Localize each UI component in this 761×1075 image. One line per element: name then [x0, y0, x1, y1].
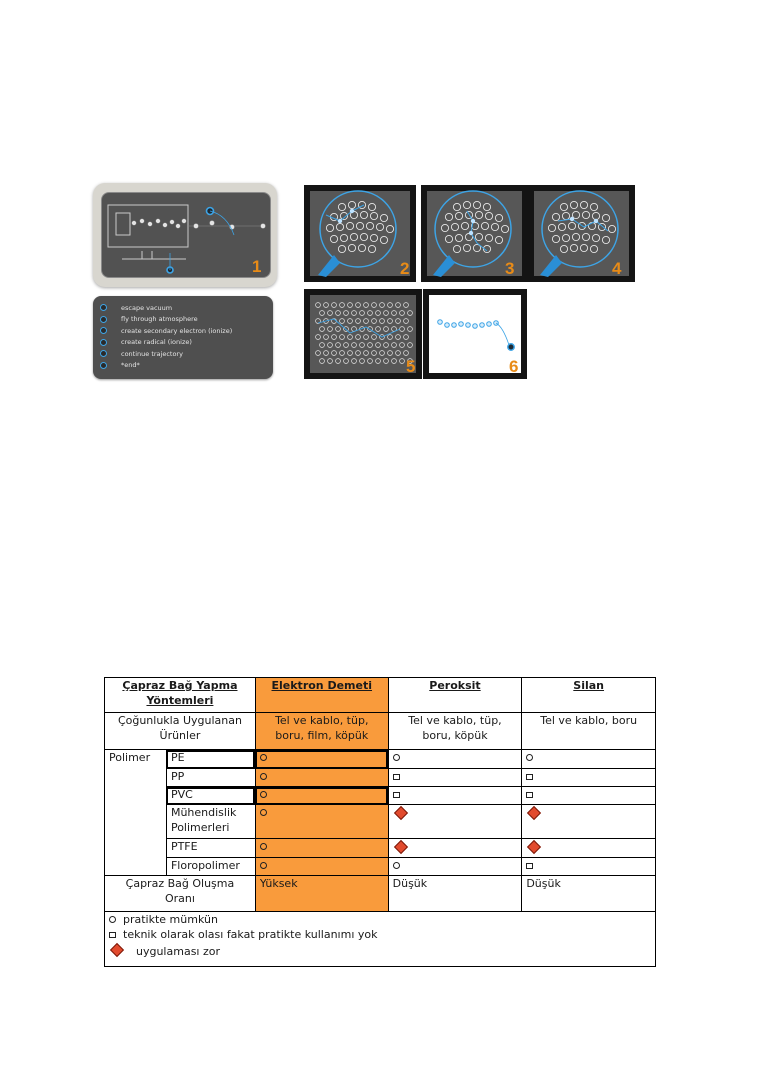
lattice-atom	[332, 335, 337, 340]
electron-emitter-diagram	[102, 193, 270, 277]
lattice-atom	[388, 319, 393, 324]
lattice-atom	[352, 311, 357, 316]
square-icon	[393, 774, 400, 780]
electron-dot-icon	[100, 316, 107, 323]
circle-icon	[260, 809, 267, 816]
lattice-atom	[388, 303, 393, 308]
lattice-atom	[392, 311, 397, 316]
lattice-atom	[404, 335, 409, 340]
diamond-icon	[394, 840, 408, 854]
device-panel	[93, 183, 277, 287]
polymer-name: PE	[166, 750, 255, 769]
electron-dot-icon	[100, 339, 107, 346]
lattice-atom	[320, 343, 325, 348]
lattice-atom	[384, 311, 389, 316]
lattice-atom	[356, 319, 361, 324]
polymer-peroxide	[388, 769, 522, 787]
circle-icon	[260, 862, 267, 869]
sim-frame-3	[421, 185, 528, 282]
lattice-atom	[344, 359, 349, 364]
lattice-atom	[376, 359, 381, 364]
lattice-atom	[360, 343, 365, 348]
legend-square: teknik olarak olası fakat pratikte kullanımı yok	[109, 927, 651, 942]
lattice-atom	[408, 311, 413, 316]
lattice-atom	[348, 303, 353, 308]
lattice-atom	[368, 343, 373, 348]
polymer-electron-beam	[255, 787, 388, 805]
lattice-atom	[340, 319, 345, 324]
polymer-row	[105, 769, 656, 787]
products-peroxide: Tel ve kablo, tüp, boru, köpük	[388, 713, 522, 750]
lattice-atom	[364, 351, 369, 356]
electron-dot-icon	[100, 350, 107, 357]
diamond-icon	[394, 806, 408, 820]
lattice-atom	[352, 343, 357, 348]
diamond-icon	[110, 943, 124, 957]
polymer-name: Mühendislik Polimerleri	[166, 805, 255, 839]
sim-frame-5	[304, 289, 422, 379]
lattice-atom	[388, 335, 393, 340]
lattice-atom	[324, 351, 329, 356]
symbol-legend	[105, 912, 656, 967]
step-number: 6	[509, 357, 519, 376]
lattice-atom	[376, 311, 381, 316]
circle-icon	[260, 773, 267, 780]
step-number: 5	[406, 357, 416, 376]
polymer-row	[105, 839, 656, 858]
lattice-atom	[396, 335, 401, 340]
polymer-silane	[522, 858, 656, 876]
polymer-silane	[522, 787, 656, 805]
polymer-row	[105, 787, 656, 805]
lattice-atom	[372, 319, 377, 324]
polymer-peroxide	[388, 805, 522, 839]
polymer-silane	[522, 769, 656, 787]
lattice-atom	[348, 351, 353, 356]
lattice-atom	[364, 319, 369, 324]
products-row	[105, 713, 656, 750]
header-peroxide: Peroksit	[388, 678, 522, 713]
legend-circle: pratikte mümkün	[109, 912, 651, 927]
polymer-name: Floropolimer	[166, 858, 255, 876]
electron-dot-icon	[100, 304, 107, 311]
ion-lattice-diagram	[304, 289, 422, 379]
sim-frame-2	[304, 185, 416, 282]
lattice-atom	[324, 303, 329, 308]
process-legend	[93, 296, 273, 379]
lattice-atom	[380, 303, 385, 308]
polymer-row	[105, 858, 656, 876]
lattice-atom	[340, 303, 345, 308]
square-icon	[526, 863, 533, 869]
legend-item: *end*	[100, 360, 140, 371]
circle-icon	[260, 754, 267, 761]
lattice-atom	[380, 351, 385, 356]
square-icon	[109, 932, 116, 938]
lattice-atom	[332, 303, 337, 308]
lattice-atom	[324, 335, 329, 340]
lattice-atom	[320, 359, 325, 364]
lattice-atom	[396, 303, 401, 308]
square-icon	[526, 774, 533, 780]
rate-row	[105, 876, 656, 912]
lattice-atom	[364, 303, 369, 308]
lattice-atom	[344, 311, 349, 316]
polymer-row	[105, 805, 656, 839]
rate-label: Çapraz Bağ Oluşma Oranı	[105, 876, 256, 912]
polymer-silane	[522, 805, 656, 839]
lattice-atom	[336, 343, 341, 348]
diamond-icon	[527, 840, 541, 854]
products-electron-beam: Tel ve kablo, tüp, boru, film, köpük	[255, 713, 388, 750]
step-number: 4	[612, 259, 622, 278]
lattice-atom	[340, 351, 345, 356]
lattice-atom	[376, 327, 381, 332]
lattice-atom	[356, 303, 361, 308]
lattice-atom	[404, 351, 409, 356]
lattice-atom	[320, 311, 325, 316]
lattice-atom	[404, 319, 409, 324]
polymer-electron-beam	[255, 769, 388, 787]
lattice-atom	[372, 335, 377, 340]
polymer-name: PTFE	[166, 839, 255, 858]
polymer-name: PVC	[166, 787, 255, 805]
rate-electron-beam: Yüksek	[255, 876, 388, 912]
lattice-atom	[400, 359, 405, 364]
lattice-atom	[400, 343, 405, 348]
lattice-atom	[328, 327, 333, 332]
lattice-atom	[316, 303, 321, 308]
lattice-atom	[328, 311, 333, 316]
circle-icon	[526, 754, 533, 761]
legend-item: continue trajectory	[100, 348, 183, 359]
polymer-silane	[522, 750, 656, 769]
lattice-atom	[384, 343, 389, 348]
legend-item: escape vacuum	[100, 302, 172, 313]
polymer-silane	[522, 839, 656, 858]
polymer-electron-beam	[255, 805, 388, 839]
diamond-icon	[527, 806, 541, 820]
step-number: 3	[505, 259, 515, 278]
polymer-peroxide	[388, 839, 522, 858]
header-methods: Çapraz Bağ Yapma Yöntemleri	[105, 678, 256, 713]
polymer-electron-beam	[255, 858, 388, 876]
polymer-peroxide	[388, 787, 522, 805]
lattice-atom	[336, 359, 341, 364]
lattice-atom	[320, 327, 325, 332]
lattice-atom	[352, 359, 357, 364]
polymer-peroxide	[388, 858, 522, 876]
circle-icon	[393, 862, 400, 869]
lattice-atom	[356, 351, 361, 356]
lattice-atom	[372, 351, 377, 356]
lattice-atom	[356, 335, 361, 340]
lattice-atom	[340, 335, 345, 340]
circle-icon	[260, 791, 267, 798]
polymer-row	[105, 750, 656, 769]
step-number: 2	[400, 259, 410, 278]
lattice-atom	[360, 311, 365, 316]
lattice-atom	[328, 359, 333, 364]
lattice-atom	[360, 359, 365, 364]
lattice-atom	[368, 311, 373, 316]
lattice-atom	[372, 303, 377, 308]
lattice-atom	[408, 343, 413, 348]
lattice-atom	[408, 327, 413, 332]
device-screen	[101, 192, 271, 278]
lattice-atom	[384, 327, 389, 332]
circle-icon	[260, 843, 267, 850]
lattice-atom	[396, 319, 401, 324]
lattice-atom	[392, 343, 397, 348]
lattice-atom	[316, 351, 321, 356]
products-silane: Tel ve kablo, boru	[522, 713, 656, 750]
sim-frame-6	[423, 289, 527, 379]
sim-frame-4	[528, 185, 635, 282]
legend-item: create radical (ionize)	[100, 337, 192, 348]
legend-row	[105, 912, 656, 967]
lattice-atom	[380, 319, 385, 324]
legend-diamond: uygulaması zor	[109, 942, 651, 959]
legend-item: create secondary electron (ionize)	[100, 325, 232, 336]
lattice-atom	[400, 327, 405, 332]
circle-icon	[109, 916, 116, 923]
products-label: Çoğunlukla Uygulanan Ürünler	[105, 713, 256, 750]
polymer-peroxide	[388, 750, 522, 769]
lattice-atom	[348, 319, 353, 324]
lattice-atom	[368, 359, 373, 364]
polymer-electron-beam	[255, 839, 388, 858]
legend-item: fly through atmosphere	[100, 314, 198, 325]
polymer-electron-beam	[255, 750, 388, 769]
polymer-name: PP	[166, 769, 255, 787]
lattice-atom	[396, 351, 401, 356]
square-icon	[393, 792, 400, 798]
lattice-atom	[336, 311, 341, 316]
table-header-row	[105, 678, 656, 713]
electron-dot-icon	[100, 327, 107, 334]
lattice-atom	[384, 359, 389, 364]
lattice-atom	[332, 351, 337, 356]
lattice-atom	[392, 359, 397, 364]
electron-dot-icon	[100, 362, 107, 369]
step-number: 1	[252, 257, 262, 276]
lattice-atom	[376, 343, 381, 348]
lattice-atom	[404, 303, 409, 308]
rate-peroxide: Düşük	[388, 876, 522, 912]
rate-silane: Düşük	[522, 876, 656, 912]
header-electron-beam: Elektron Demeti	[255, 678, 388, 713]
lattice-atom	[328, 343, 333, 348]
lattice-atom	[388, 351, 393, 356]
crosslinking-comparison-table	[104, 677, 656, 967]
circle-icon	[393, 754, 400, 761]
square-icon	[526, 792, 533, 798]
lattice-atom	[336, 327, 341, 332]
lattice-atom	[400, 311, 405, 316]
lattice-atom	[348, 335, 353, 340]
polymer-group-label: Polimer	[105, 750, 167, 876]
lattice-atom	[316, 335, 321, 340]
lattice-atom	[364, 335, 369, 340]
lattice-atom	[344, 343, 349, 348]
header-silane: Silan	[522, 678, 656, 713]
